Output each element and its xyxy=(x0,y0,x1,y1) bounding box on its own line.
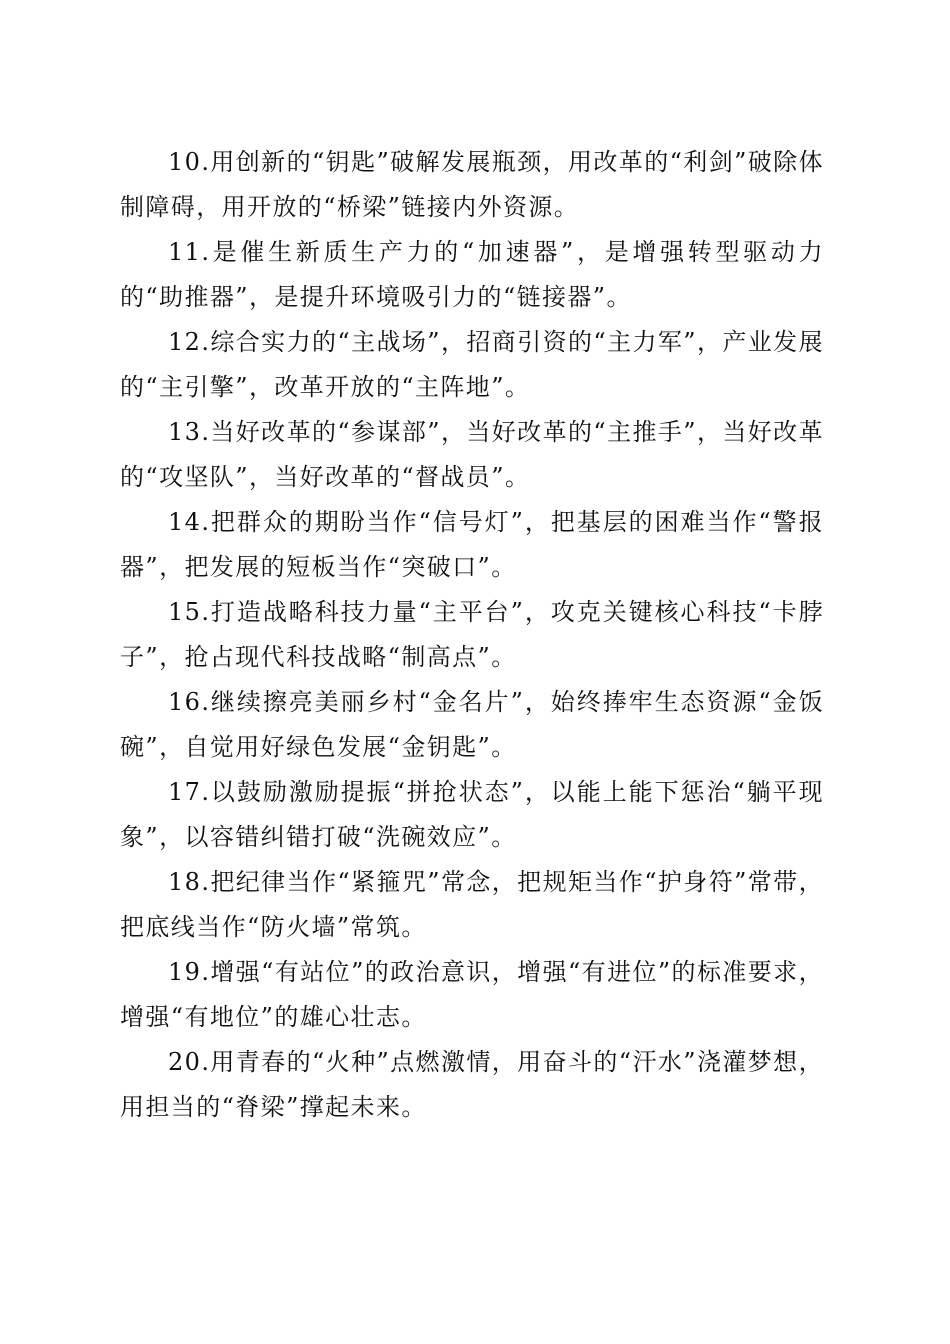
paragraph-10: 10.用创新的“钥匙”破解发展瓶颈，用改革的“利剑”破除体制障碍，用开放的“桥梁”链接内外资源。 xyxy=(120,148,824,221)
paragraph-13: 13.当好改革的“参谋部”，当好改革的“主推手”，当好改革的“攻坚队”，当好改革的“督战员”。 xyxy=(120,418,824,491)
paragraph-18: 18.把纪律当作“紧箍咒”常念，把规矩当作“护身符”常带，把底线当作“防火墙”常筑。 xyxy=(120,868,824,941)
paragraph-19: 19.增强“有站位”的政治意识，增强“有进位”的标准要求，增强“有地位”的雄心壮志。 xyxy=(120,958,824,1031)
document-body xyxy=(120,140,824,1130)
paragraph-15: 15.打造战略科技力量“主平台”，攻克关键核心科技“卡脖子”，抢占现代科技战略“制高点”。 xyxy=(120,598,824,671)
paragraph-11: 11.是催生新质生产力的“加速器”，是增强转型驱动力的“助推器”，是提升环境吸引力的“链接器”。 xyxy=(120,238,824,311)
paragraph-20: 20.用青春的“火种”点燃激情，用奋斗的“汗水”浇灌梦想，用担当的“脊梁”撑起未来。 xyxy=(120,1048,824,1121)
paragraph-16: 16.继续擦亮美丽乡村“金名片”，始终捧牢生态资源“金饭碗”，自觉用好绿色发展“金钥匙”。 xyxy=(120,688,824,761)
paragraph-17: 17.以鼓励激励提振“拼抢状态”，以能上能下惩治“躺平现象”，以容错纠错打破“洗碗效应”。 xyxy=(120,778,824,851)
paragraph-14: 14.把群众的期盼当作“信号灯”，把基层的困难当作“警报器”，把发展的短板当作“突破口”。 xyxy=(120,508,824,581)
paragraph-12: 12.综合实力的“主战场”，招商引资的“主力军”，产业发展的“主引擎”，改革开放的“主阵地”。 xyxy=(120,328,824,401)
